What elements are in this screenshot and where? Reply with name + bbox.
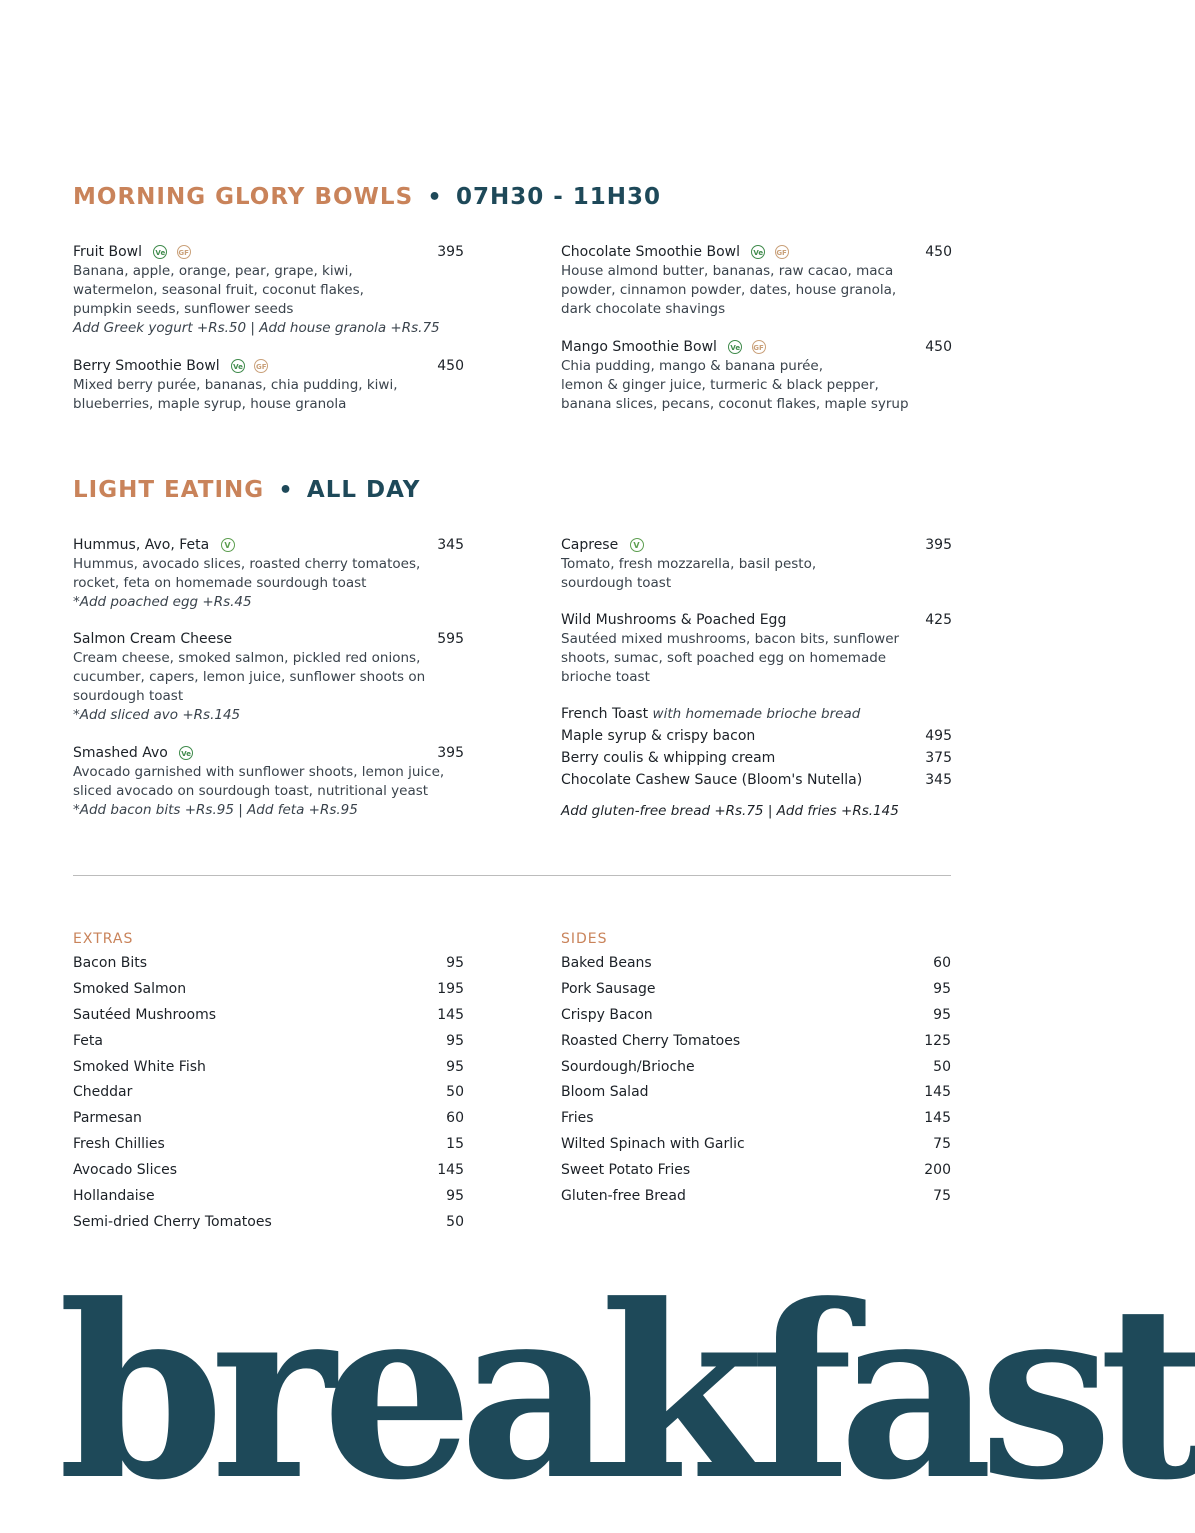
list-item-price: 125 <box>924 1032 951 1049</box>
menu-item <box>73 536 464 612</box>
morning-title: MORNING GLORY BOWLS <box>73 184 414 210</box>
list-item-name: Baked Beans <box>561 955 652 971</box>
menu-item <box>73 744 464 820</box>
item-description: dark chocolate shavings <box>561 301 726 317</box>
section-divider <box>73 875 951 876</box>
list-item <box>73 1108 464 1134</box>
menu-item <box>73 243 464 338</box>
item-name: Chocolate Smoothie Bowl <box>561 244 740 260</box>
list-item <box>561 1108 951 1134</box>
list-item-price: 145 <box>924 1084 951 1101</box>
menu-item <box>73 357 464 414</box>
item-description: brioche toast <box>561 669 650 685</box>
gluten-free-icon: GF <box>775 245 789 259</box>
item-description: powder, cinnamon powder, dates, house granola, <box>561 282 897 298</box>
vegetarian-icon: V <box>630 538 644 552</box>
list-item-name: Fries <box>561 1110 594 1127</box>
light-title: LIGHT EATING <box>73 477 265 503</box>
item-name: Berry Smoothie Bowl <box>73 358 220 374</box>
list-item-name: Cheddar <box>73 1084 133 1101</box>
french-toast-title <box>561 706 952 726</box>
list-item <box>73 1186 464 1212</box>
item-description: banana slices, pecans, coconut flakes, maple syrup <box>561 396 909 412</box>
list-item <box>73 1212 464 1238</box>
item-description: blueberries, maple syrup, house granola <box>73 396 347 412</box>
list-item <box>73 979 464 1005</box>
item-price: 395 <box>437 745 464 761</box>
list-item <box>561 1005 951 1031</box>
item-price: 450 <box>437 358 464 374</box>
list-item <box>73 1031 464 1057</box>
list-item-price: 200 <box>924 1162 951 1179</box>
list-item-price: 195 <box>437 980 464 997</box>
list-item-price: 75 <box>933 1136 951 1153</box>
sides-title: SIDES <box>561 931 608 947</box>
option-name: Maple syrup & crispy bacon <box>561 728 756 744</box>
list-item-name: Bloom Salad <box>561 1084 649 1101</box>
list-item-price: 145 <box>437 1162 464 1179</box>
list-item-price: 75 <box>933 1188 951 1205</box>
menu-item <box>561 611 952 687</box>
item-description: sliced avocado on sourdough toast, nutritional yeast <box>73 783 429 799</box>
vegan-icon: Ve <box>153 245 167 259</box>
list-item-price: 95 <box>446 955 464 971</box>
item-description: pumpkin seeds, sunflower seeds <box>73 301 294 317</box>
vegan-icon: Ve <box>179 746 193 760</box>
list-item-price: 50 <box>446 1084 464 1101</box>
vegan-icon: Ve <box>751 245 765 259</box>
list-item <box>73 953 464 979</box>
menu-item <box>561 338 952 414</box>
option-price: 495 <box>925 728 952 744</box>
item-description: cucumber, capers, lemon juice, sunflower shoots on <box>73 669 426 685</box>
item-description: Mixed berry purée, bananas, chia pudding, kiwi, <box>73 377 398 393</box>
vegan-icon: Ve <box>231 359 245 373</box>
french-toast-option <box>561 728 952 748</box>
list-item-price: 95 <box>446 1058 464 1075</box>
option-name: Chocolate Cashew Sauce (Bloom's Nutella) <box>561 772 863 788</box>
option-name: Berry coulis & whipping cream <box>561 750 776 766</box>
vegan-icon: Ve <box>728 340 742 354</box>
list-item-name: Avocado Slices <box>73 1162 178 1179</box>
item-addon: *Add sliced avo +Rs.145 <box>73 707 241 723</box>
list-item-name: Pork Sausage <box>561 980 656 997</box>
item-name: Mango Smoothie Bowl <box>561 339 717 355</box>
gluten-free-icon: GF <box>177 245 191 259</box>
list-item <box>561 953 951 979</box>
item-description: Hummus, avocado slices, roasted cherry tomatoes, <box>73 556 421 572</box>
item-price: 425 <box>925 612 952 628</box>
list-item <box>561 1082 951 1108</box>
item-name: French Toast <box>561 706 649 722</box>
item-description: Sautéed mixed mushrooms, bacon bits, sunflower <box>561 631 900 647</box>
item-name: Hummus, Avo, Feta <box>73 537 210 553</box>
gluten-free-icon: GF <box>752 340 766 354</box>
menu-item <box>561 243 952 319</box>
list-item-name: Roasted Cherry Tomatoes <box>561 1032 741 1049</box>
list-item-name: Sourdough/Brioche <box>561 1058 695 1075</box>
list-item <box>561 1031 951 1057</box>
item-description: watermelon, seasonal fruit, coconut flakes, <box>73 282 364 298</box>
list-item-name: Sautéed Mushrooms <box>73 1006 217 1023</box>
light-section-title <box>73 475 420 503</box>
item-price: 395 <box>437 244 464 260</box>
item-note: with homemade brioche bread <box>652 706 861 722</box>
list-item <box>73 1057 464 1083</box>
list-item-price: 145 <box>437 1006 464 1023</box>
item-description: Cream cheese, smoked salmon, pickled red onions, <box>73 650 421 666</box>
list-item-name: Gluten-free Bread <box>561 1188 686 1205</box>
list-item-price: 60 <box>933 955 951 971</box>
breakfast-wordmark: breakfast <box>58 1254 1195 1533</box>
menu-item <box>561 536 952 593</box>
list-item-price: 95 <box>446 1032 464 1049</box>
extras-title: EXTRAS <box>73 931 134 947</box>
list-item-name: Hollandaise <box>73 1188 155 1205</box>
sides-list <box>561 953 951 1212</box>
french-toast-option <box>561 772 952 792</box>
item-description: shoots, sumac, soft poached egg on homemade <box>561 650 887 666</box>
list-item <box>561 1134 951 1160</box>
item-description: Tomato, fresh mozzarella, basil pesto, <box>561 556 817 572</box>
light-time: ALL DAY <box>306 477 421 503</box>
title-separator: • <box>427 185 442 210</box>
item-description: sourdough toast <box>73 688 184 704</box>
list-item <box>561 979 951 1005</box>
option-price: 345 <box>925 772 952 788</box>
list-item-price: 15 <box>446 1136 464 1153</box>
item-description: House almond butter, bananas, raw cacao, maca <box>561 263 894 279</box>
item-name: Caprese <box>561 537 619 553</box>
list-item-name: Smoked Salmon <box>73 980 187 997</box>
item-description: sourdough toast <box>561 575 672 591</box>
list-item <box>561 1186 951 1212</box>
item-description: Chia pudding, mango & banana purée, <box>561 358 824 374</box>
list-item-name: Semi-dried Cherry Tomatoes <box>73 1213 272 1230</box>
list-item <box>73 1005 464 1031</box>
list-item-price: 145 <box>924 1110 951 1127</box>
list-item-name: Crispy Bacon <box>561 1006 653 1023</box>
list-item-name: Bacon Bits <box>73 955 148 971</box>
morning-section-title <box>73 182 661 210</box>
item-addon: Add Greek yogurt +Rs.50 | Add house granola +Rs.75 <box>73 320 440 336</box>
list-item-price: 50 <box>933 1058 951 1075</box>
item-description: Avocado garnished with sunflower shoots, lemon juice, <box>73 764 445 780</box>
list-item-name: Sweet Potato Fries <box>561 1162 691 1179</box>
menu-item <box>73 630 464 725</box>
list-item <box>73 1134 464 1160</box>
list-item <box>73 1082 464 1108</box>
item-addon: *Add bacon bits +Rs.95 | Add feta +Rs.95 <box>73 802 358 818</box>
list-item-name: Feta <box>73 1032 103 1049</box>
option-price: 375 <box>925 750 952 766</box>
item-price: 450 <box>925 339 952 355</box>
item-addon: *Add poached egg +Rs.45 <box>73 594 252 610</box>
vegetarian-icon: V <box>221 538 235 552</box>
item-description: lemon & ginger juice, turmeric & black pepper, <box>561 377 879 393</box>
list-item-price: 60 <box>446 1110 464 1127</box>
item-addon: Add gluten-free bread +Rs.75 | Add fries +Rs.145 <box>561 803 899 819</box>
list-item-name: Parmesan <box>73 1110 142 1127</box>
item-price: 345 <box>437 537 464 553</box>
list-item-price: 95 <box>933 980 951 997</box>
item-name: Fruit Bowl <box>73 244 143 260</box>
item-name: Wild Mushrooms & Poached Egg <box>561 612 787 628</box>
list-item-name: Smoked White Fish <box>73 1058 206 1075</box>
list-item-name: Wilted Spinach with Garlic <box>561 1136 745 1153</box>
list-item-price: 95 <box>933 1006 951 1023</box>
list-item <box>561 1160 951 1186</box>
item-description: Banana, apple, orange, pear, grape, kiwi, <box>73 263 353 279</box>
french-toast-option <box>561 750 952 770</box>
item-description: rocket, feta on homemade sourdough toast <box>73 575 367 591</box>
item-name: Smashed Avo <box>73 745 168 761</box>
morning-time: 07H30 - 11H30 <box>455 184 662 210</box>
list-item-name: Fresh Chillies <box>73 1136 165 1153</box>
title-separator: • <box>278 478 293 503</box>
item-name: Salmon Cream Cheese <box>73 631 233 647</box>
list-item-price: 50 <box>446 1213 464 1230</box>
extras-list <box>73 953 464 1238</box>
item-price: 595 <box>437 631 464 647</box>
item-price: 450 <box>925 244 952 260</box>
list-item-price: 95 <box>446 1188 464 1205</box>
gluten-free-icon: GF <box>254 359 268 373</box>
list-item <box>561 1057 951 1083</box>
list-item <box>73 1160 464 1186</box>
item-price: 395 <box>925 537 952 553</box>
